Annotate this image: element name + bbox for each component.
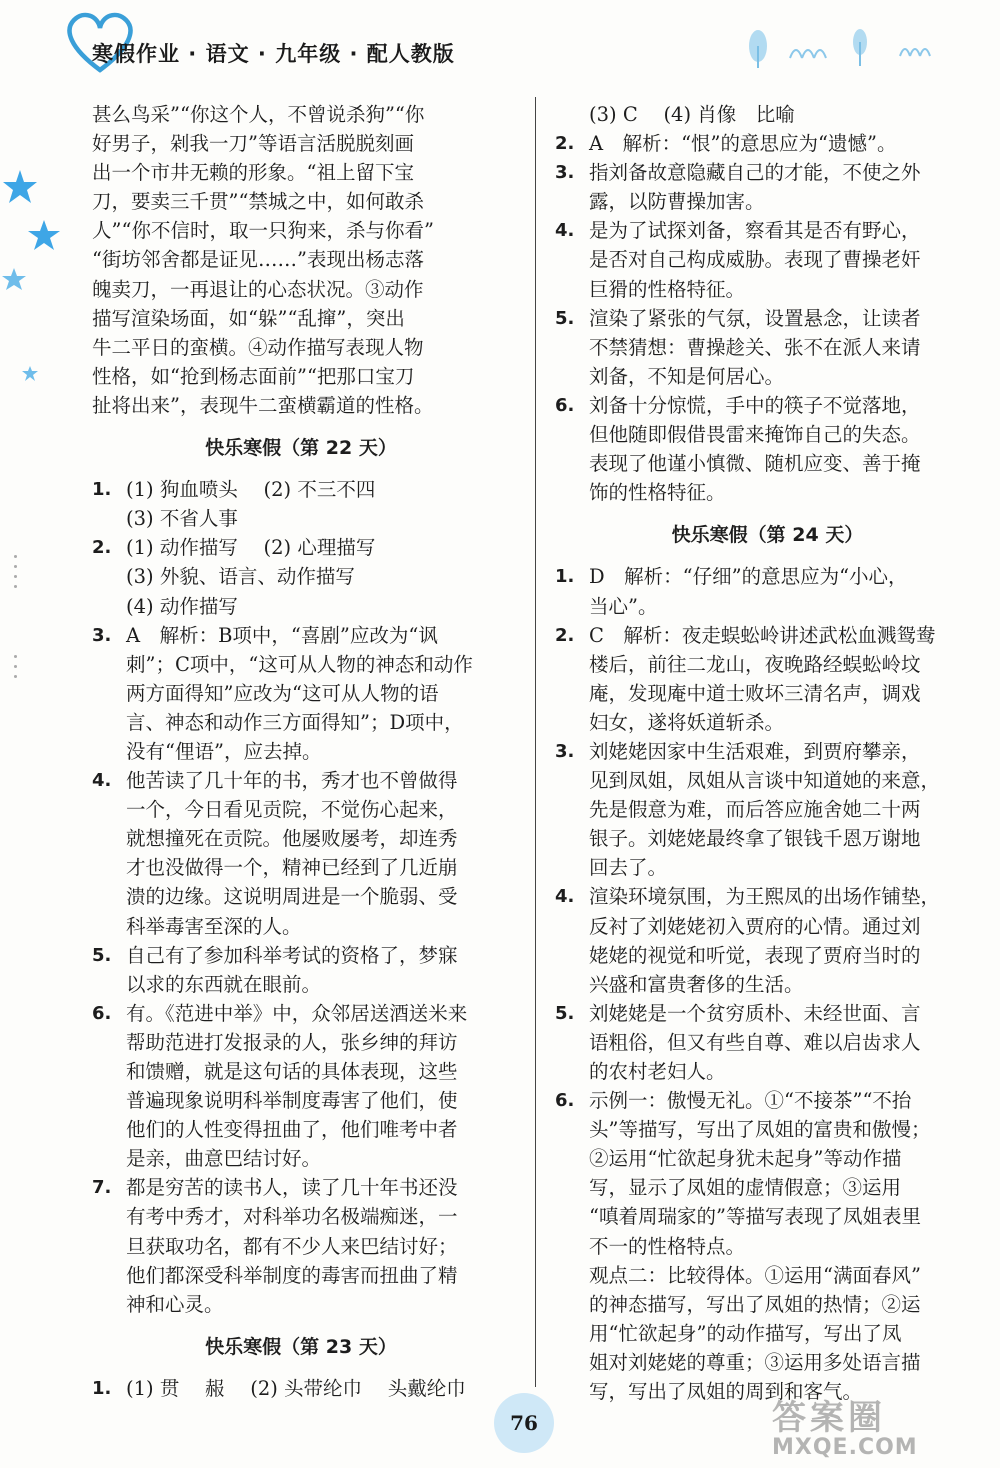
text-line: 刘姥姥是一个贫穷质朴、未经世面、言	[589, 1001, 921, 1025]
text-line: 渲染环境氛围，为王熙凤的出场作铺垫，	[589, 885, 941, 909]
text-line: 刘姥姥因家中生活艰难，到贾府攀亲，	[589, 739, 921, 763]
left-column	[92, 100, 510, 1403]
text-line: 溃的边缘。这说明周进是一个脆弱、受	[126, 885, 458, 909]
answer-item	[92, 1374, 510, 1403]
answer-item	[555, 1086, 980, 1406]
text-line: 不禁猜想：曹操趁关、张不在派人来请	[589, 335, 921, 359]
right-column	[555, 100, 980, 1406]
answer-item	[92, 621, 510, 766]
text-line: 普遍现象说明科举制度毒害了他们，使	[126, 1089, 458, 1113]
text-line: (3) 外貌、语言、动作描写	[126, 565, 355, 589]
text-line: 牛二平日的蛮横。④动作描写表现人物	[92, 335, 424, 359]
text-line: 才也没做得一个，精神已经到了几近崩	[126, 856, 458, 880]
text-line: 帮助范进打发报录的人，张乡绅的拜访	[126, 1030, 458, 1054]
text-line: 刀，要卖三千贯”“禁城之中，如何敢杀	[92, 190, 424, 214]
text-line: C 解析：夜走蜈蚣岭讲述武松血溅鸳鸯	[589, 623, 936, 647]
text-line: 描写渲染场面，如“躲”“乱撺”，突出	[92, 306, 405, 330]
text-line: 反衬了刘姥姥初入贾府的心情。通过刘	[589, 914, 921, 938]
text-line: 表现了他谨小慎微、随机应变、善于掩	[589, 452, 921, 476]
text-line: 没有“俚语”，应去掉。	[126, 739, 322, 763]
item-number: 2.	[555, 624, 575, 646]
text-line: “街坊邻舍都是证见……”表现出杨志落	[92, 248, 424, 272]
text-line: 魄卖刀，一再退让的心态状况。③动作	[92, 277, 424, 301]
item-number: 5.	[92, 944, 112, 966]
text-line: A 解析：B项中，“喜剧”应改为“讽	[126, 623, 438, 647]
page-number: 76	[494, 1393, 554, 1453]
text-line: 是否对自己构成威胁。表现了曹操老奸	[589, 248, 921, 272]
text-line: 刘备十分惊慌，手中的筷子不觉落地，	[589, 393, 921, 417]
column-divider	[535, 97, 536, 1387]
text-line: D 解析：“仔细”的意思应为“小心，	[589, 565, 908, 589]
text-line: (1) 狗血喷头 (2) 不三不四	[126, 478, 376, 502]
answer-item	[555, 999, 980, 1086]
answer-item	[92, 941, 510, 999]
text-line: 银子。刘姥姥最终拿了银钱千恩万谢地	[589, 827, 921, 851]
text-line: 是为了试探刘备，察看其是否有野心，	[589, 219, 921, 243]
text-line: 出一个市井无赖的形象。“祖上留下宝	[92, 161, 414, 185]
text-line: 是亲，曲意巴结讨好。	[126, 1147, 322, 1171]
answer-item	[92, 475, 510, 533]
item-number: 6.	[555, 394, 575, 416]
text-line: (3) C (4) 肖像 比喻	[589, 103, 795, 126]
text-line: 露，以防曹操加害。	[589, 190, 765, 214]
text-line: 写，写出了凤姐的周到和客气。	[589, 1380, 863, 1404]
answer-item	[555, 129, 980, 158]
text-line: 不一的性格特点。	[589, 1234, 746, 1258]
text-line: 他们的人性变得扭曲了，他们唯考中者	[126, 1118, 458, 1142]
text-line: 回去了。	[589, 856, 668, 880]
text-line: 扯将出来”，表现牛二蛮横霸道的性格。	[92, 393, 434, 417]
text-line: 他苦读了几十年的书，秀才也不曾做得	[126, 769, 458, 793]
answer-item	[555, 391, 980, 507]
text-line: 旦获取功名，都有不少人来巴结讨好；	[126, 1234, 458, 1258]
text-line: ②运用“忙欲起身犹未起身”等动作描	[589, 1147, 902, 1171]
item-number: 7.	[92, 1177, 112, 1199]
text-line: 头”等描写，写出了凤姐的富贵和傲慢；	[589, 1118, 931, 1142]
book-title: 寒假作业 · 语文 · 九年级 · 配人教版	[92, 42, 455, 66]
text-line: 和馈赠，就是这句话的具体表现，这些	[126, 1060, 458, 1083]
text-line: (1) 动作描写 (2) 心理描写	[126, 536, 376, 560]
text-line: 自己有了参加科举考试的资格了，梦寐	[126, 943, 458, 967]
text-line: 刺”；C项中，“这可从人物的神态和动作	[126, 652, 473, 676]
plant-decoration-icon	[740, 18, 960, 78]
item-number: 4.	[555, 220, 575, 242]
text-line: 示例一：傲慢无礼。①“不接茶”“不抬	[589, 1089, 912, 1113]
section-title-day23: 快乐寒假（第 23 天）	[205, 1335, 397, 1358]
text-line: 有。《范进中举》中，众邻居送酒送米来	[126, 1001, 468, 1025]
text-line: 两方面得知”应改为“这可从人物的语	[126, 681, 439, 705]
text-line: 观点二：比较得体。①运用“满面春风”	[589, 1263, 921, 1287]
text-line: 性格，如“抢到杨志面前”“把那口宝刀	[92, 364, 415, 388]
answer-item	[555, 158, 980, 216]
text-line: 语粗俗，但又有些自尊、难以启齿求人	[589, 1030, 921, 1054]
item-number: 3.	[92, 624, 112, 646]
text-line: 他们都深受科举制度的毒害而扭曲了精	[126, 1263, 458, 1287]
text-line: “嗔着周瑞家的”等描写表现了凤姐表里	[589, 1205, 921, 1229]
text-line: 用“忙欲起身”的动作描写，写出了凤	[589, 1321, 902, 1345]
stars-decoration-icon	[0, 160, 70, 390]
text-line: 的神态描写，写出了凤姐的热情；②运	[589, 1292, 921, 1316]
text-line: 写，显示了凤姐的虚情假意；③运用	[589, 1176, 902, 1200]
item-number: 6.	[555, 1090, 575, 1112]
page-header	[0, 0, 1000, 90]
answer-item	[92, 1173, 510, 1318]
item-number: 3.	[555, 162, 575, 184]
answer-item	[555, 621, 980, 737]
site-watermark	[772, 1390, 992, 1462]
text-line: 甚么鸟采”“你这个人，不曾说杀狗”“你	[92, 103, 425, 126]
margin-dots	[14, 555, 18, 685]
text-line: 姐对刘姥姥的尊重；③运用多处语言描	[589, 1350, 921, 1374]
text-line: 先是假意为难，而后答应施舍她二十两	[589, 798, 921, 822]
text-line: 刘备，不知是何居心。	[589, 364, 785, 388]
text-line: 好男子，剁我一刀”等语言活脱脱刻画	[92, 132, 414, 156]
text-line: 一个，今日看见贡院，不觉伤心起来，	[126, 798, 458, 822]
text-line: 饰的性格特征。	[589, 481, 726, 505]
text-line: 神和心灵。	[126, 1292, 224, 1316]
text-line: A 解析：“恨”的意思应为“遗憾”。	[589, 132, 897, 156]
section-title-day22: 快乐寒假（第 22 天）	[205, 437, 397, 460]
text-line: 楼后，前往二龙山，夜晚路经蜈蚣岭坟	[589, 652, 921, 676]
text-line: 有考中秀才，对科举功名极端痴迷，一	[126, 1205, 458, 1229]
text-line: 的农村老妇人。	[589, 1060, 726, 1083]
answer-item	[92, 999, 510, 1174]
text-line: 姥姥的视觉和听觉，表现了贾府当时的	[589, 943, 921, 967]
text-line: 都是穷苦的读书人，读了几十年书还没	[126, 1176, 458, 1200]
text-line: 以求的东西就在眼前。	[126, 972, 322, 996]
text-line: (1) 贯 赧 (2) 头带纶巾 头戴纶巾	[126, 1376, 466, 1400]
answer-item	[92, 533, 510, 620]
watermark-url: MXQE.COM	[772, 1435, 918, 1460]
item-number: 6.	[92, 1002, 112, 1024]
item-number: 1.	[92, 479, 112, 501]
item-number: 4.	[92, 770, 112, 792]
text-line: 言、神态和动作三方面得知”；D项中，	[126, 710, 464, 734]
item-number: 1.	[555, 566, 575, 588]
text-line: 当心”。	[589, 594, 658, 618]
section-title-day24: 快乐寒假（第 24 天）	[671, 524, 864, 547]
text-line: 渲染了紧张的气氛，设置悬念，让读者	[589, 306, 921, 330]
answer-item-continued	[555, 100, 980, 129]
item-number: 4.	[555, 886, 575, 908]
text-line: 兴盛和富贵奢侈的生活。	[589, 972, 804, 996]
item-number: 2.	[555, 133, 575, 155]
answer-item	[555, 562, 980, 620]
watermark-brand: 答案圈	[772, 1398, 886, 1438]
item-number: 5.	[555, 1002, 575, 1024]
intro-passage	[92, 100, 510, 420]
item-number: 5.	[555, 307, 575, 329]
text-line: 庵，发现庵中道士败坏三清名声，调戏	[589, 681, 921, 705]
text-line: 见到凤姐，凤姐从言谈中知道她的来意，	[589, 769, 941, 793]
answer-item	[555, 216, 980, 303]
text-line: 巨猾的性格特征。	[589, 277, 746, 301]
answer-item	[555, 304, 980, 391]
text-line: 人”“你不信时，取一只狗来，杀与你看”	[92, 219, 434, 243]
text-line: 科举毒害至深的人。	[126, 914, 302, 938]
item-number: 1.	[92, 1377, 112, 1399]
text-line: 妇女，遂将妖道斩杀。	[589, 710, 785, 734]
text-line: 就想撞死在贡院。他屡败屡考，却连秀	[126, 827, 458, 851]
item-number: 2.	[92, 537, 112, 559]
text-line: (3) 不省人事	[126, 507, 238, 531]
text-line: 指刘备故意隐藏自己的才能，不使之外	[589, 161, 921, 185]
answer-item	[555, 882, 980, 998]
text-line: 但他随即假借畏雷来掩饰自己的失态。	[589, 423, 921, 447]
answer-item	[92, 766, 510, 941]
item-number: 3.	[555, 740, 575, 762]
text-line: (4) 动作描写	[126, 594, 238, 618]
answer-item	[555, 737, 980, 882]
